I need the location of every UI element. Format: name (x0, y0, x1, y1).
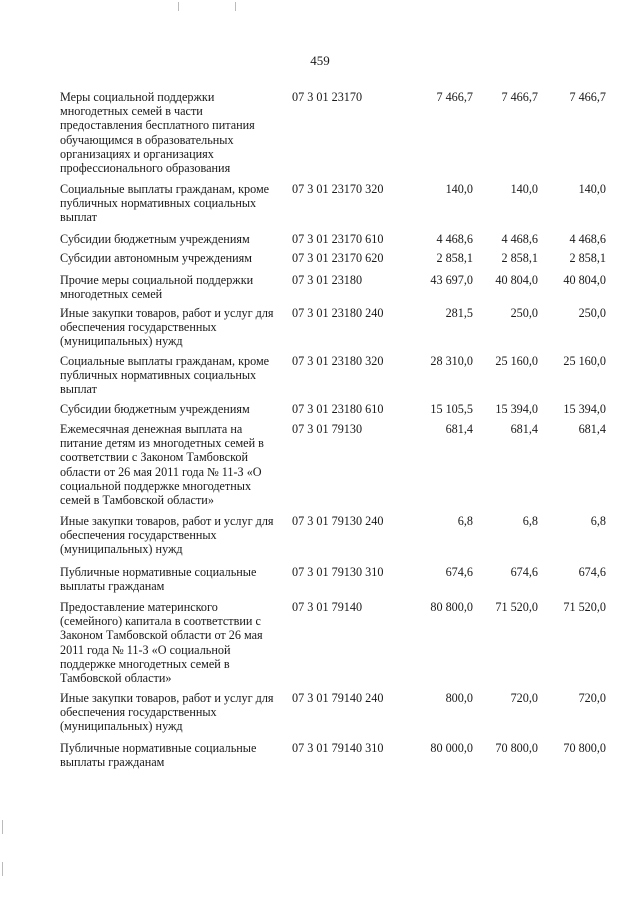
row-value-3: 674,6 (578, 565, 606, 579)
row-value-1: 2 858,1 (436, 251, 473, 265)
row-value-1: 43 697,0 (430, 273, 473, 287)
row-value-2: 25 160,0 (495, 354, 538, 368)
row-name: Субсидии бюджетным учреждениям (60, 232, 250, 246)
row-value-1: 80 800,0 (430, 600, 473, 614)
row-value-3: 6,8 (590, 514, 606, 528)
scan-mark (178, 2, 179, 11)
row-value-2: 71 520,0 (495, 600, 538, 614)
row-code: 07 3 01 79140 240 (292, 691, 384, 705)
row-code: 07 3 01 79130 240 (292, 514, 384, 528)
row-value-1: 4 468,6 (436, 232, 473, 246)
row-code: 07 3 01 23170 620 (292, 251, 384, 265)
row-name: Ежемесячная денежная выплата на питание детям из многодетных семей в соответствии с Законом Тамбовской области от 26 мая 2011 года № 11-З «О социальной поддержке многодетных семей в Тамбовской области» (60, 422, 264, 508)
row-value-1: 674,6 (445, 565, 473, 579)
row-value-3: 4 468,6 (569, 232, 606, 246)
row-code: 07 3 01 23170 (292, 90, 363, 104)
row-value-3: 681,4 (578, 422, 606, 436)
row-value-2: 681,4 (510, 422, 538, 436)
row-value-3: 71 520,0 (563, 600, 606, 614)
row-value-3: 40 804,0 (563, 273, 606, 287)
row-code: 07 3 01 23180 610 (292, 402, 384, 416)
row-name: Социальные выплаты гражданам, кроме публичных нормативных социальных выплат (60, 182, 270, 225)
row-value-1: 681,4 (445, 422, 473, 436)
row-code: 07 3 01 79140 310 (292, 741, 384, 755)
row-value-1: 80 000,0 (430, 741, 473, 755)
row-value-2: 140,0 (510, 182, 538, 196)
row-code: 07 3 01 23180 320 (292, 354, 384, 368)
row-name: Публичные нормативные социальные выплаты гражданам (60, 565, 257, 594)
row-value-2: 2 858,1 (501, 251, 538, 265)
row-code: 07 3 01 79130 310 (292, 565, 384, 579)
row-value-1: 281,5 (445, 306, 473, 320)
row-name: Иные закупки товаров, работ и услуг для обеспечения государственных (муниципальных) нужд (60, 306, 274, 349)
row-value-3: 720,0 (578, 691, 606, 705)
row-code: 07 3 01 23170 320 (292, 182, 384, 196)
row-value-3: 250,0 (578, 306, 606, 320)
row-value-2: 70 800,0 (495, 741, 538, 755)
row-name: Публичные нормативные социальные выплаты гражданам (60, 741, 257, 770)
row-name: Субсидии автономным учреждениям (60, 251, 252, 265)
row-code: 07 3 01 23180 (292, 273, 363, 287)
row-value-3: 15 394,0 (563, 402, 606, 416)
row-code: 07 3 01 23180 240 (292, 306, 384, 320)
row-name: Меры социальной поддержки многодетных семей в части предоставления бесплатного питания обучающимся в образовательных организациях и организациях профессионального образования (60, 90, 255, 176)
row-name: Иные закупки товаров, работ и услуг для обеспечения государственных (муниципальных) нужд (60, 691, 274, 734)
scan-mark (2, 862, 3, 876)
row-name: Социальные выплаты гражданам, кроме публичных нормативных социальных выплат (60, 354, 270, 397)
row-value-2: 720,0 (510, 691, 538, 705)
row-name: Иные закупки товаров, работ и услуг для обеспечения государственных (муниципальных) нужд (60, 514, 274, 557)
row-value-3: 7 466,7 (569, 90, 606, 104)
row-code: 07 3 01 23170 610 (292, 232, 384, 246)
row-value-1: 800,0 (445, 691, 473, 705)
row-value-1: 15 105,5 (430, 402, 473, 416)
row-value-3: 70 800,0 (563, 741, 606, 755)
row-value-3: 2 858,1 (569, 251, 606, 265)
row-value-1: 7 466,7 (436, 90, 473, 104)
row-value-1: 6,8 (457, 514, 473, 528)
row-code: 07 3 01 79130 (292, 422, 363, 436)
row-value-3: 25 160,0 (563, 354, 606, 368)
row-code: 07 3 01 79140 (292, 600, 363, 614)
row-value-3: 140,0 (578, 182, 606, 196)
scan-mark (235, 2, 236, 11)
row-value-2: 250,0 (510, 306, 538, 320)
page-number: 459 (310, 53, 330, 68)
row-value-1: 140,0 (445, 182, 473, 196)
row-value-2: 15 394,0 (495, 402, 538, 416)
row-name: Прочие меры социальной поддержки многодетных семей (60, 273, 254, 302)
row-value-2: 674,6 (510, 565, 538, 579)
row-name: Субсидии бюджетным учреждениям (60, 402, 250, 416)
row-value-1: 28 310,0 (430, 354, 473, 368)
row-value-2: 6,8 (522, 514, 538, 528)
row-value-2: 4 468,6 (501, 232, 538, 246)
row-name: Предоставление материнского (семейного) капитала в соответствии с Законом Тамбовской области от 26 мая 2011 года № 11-З «О социальной поддержке многодетных семей в Тамбовской области» (60, 600, 263, 686)
row-value-2: 7 466,7 (501, 90, 538, 104)
row-value-2: 40 804,0 (495, 273, 538, 287)
scan-mark (2, 820, 3, 834)
